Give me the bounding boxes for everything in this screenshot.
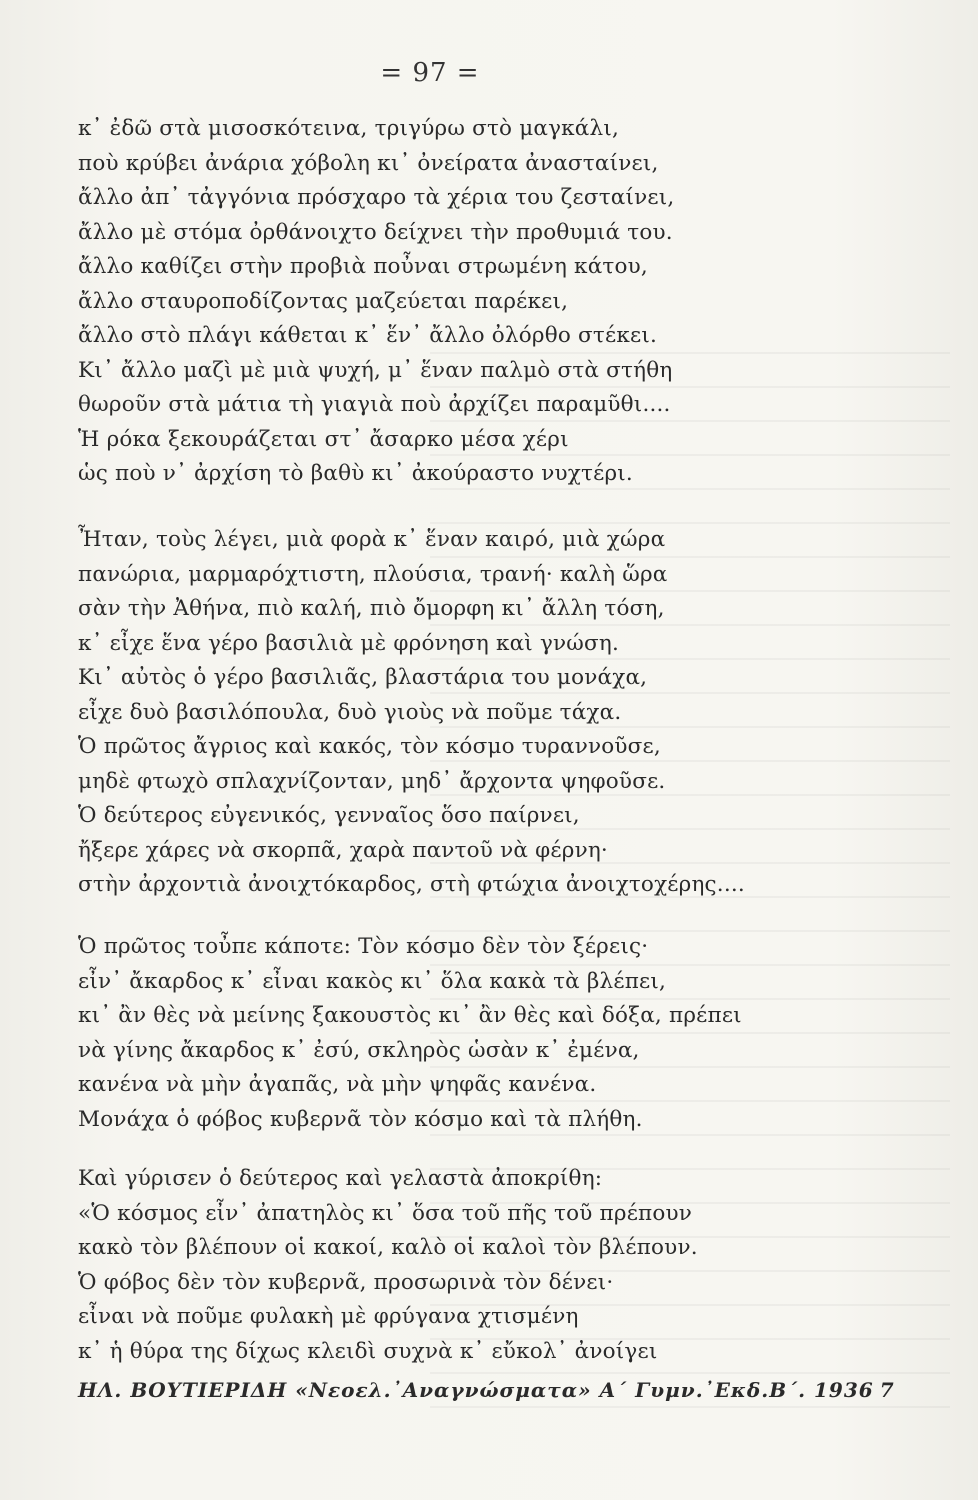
poem-line: θωροῦν στὰ μάτια τὴ γιαγιὰ ποὺ ἀρχίζει παραμῦθι....	[78, 392, 671, 417]
stanza-2	[78, 523, 858, 903]
poem-line: «Ὁ κόσμος εἶν᾿ ἀπατηλὸς κι᾿ ὅσα τοῦ πῆς τοῦ πρέπουν	[78, 1200, 693, 1226]
poem-line: ἤξερε χάρες νὰ σκορπᾶ, χαρὰ παντοῦ νὰ φέρνη·	[78, 837, 608, 863]
poem-line: μηδὲ φτωχὸ σπλαχνίζονταν, μηδ᾿ ἄρχοντα ψηφοῦσε.	[78, 768, 666, 794]
poem-line: ἄλλο καθίζει στὴν προβιὰ ποὖναι στρωμένη κάτου,	[78, 254, 648, 279]
poem-line: κ᾿ ἡ θύρα της δίχως κλειδὶ συχνὰ κ᾿ εὔκολ᾿ ἀνοίγει	[78, 1338, 658, 1364]
poem-line: κ᾿ εἶχε ἕνα γέρο βασιλιὰ μὲ φρόνηση καὶ γνώση.	[78, 630, 620, 656]
signature-number: 7	[879, 1378, 895, 1402]
poem-line: σὰν τὴν Ἀθήνα, πιὸ καλή, πιὸ ὄμορφη κι᾿ ἄλλη τόση,	[78, 596, 665, 621]
poem-line: εἶχε δυὸ βασιλόπουλα, δυὸ γιοὺς νὰ ποῦμε τάχα.	[78, 699, 622, 725]
footer-citation: ΗΛ. ΒΟΥΤΙΕΡΙΔΗ «Νεοελ.᾿Αναγνώσματα» Α΄ Γυμν.᾿Εκδ.Β΄. 1936	[78, 1378, 874, 1402]
stanza-4	[78, 1162, 858, 1369]
poem-line: στὴν ἀρχοντιὰ ἀνοιχτόκαρδος, στὴ φτώχια ἀνοιχτοχέρης....	[78, 872, 745, 897]
poem-line: Κι᾿ αὐτὸς ὁ γέρο βασιλιᾶς, βλαστάρια του μονάχα,	[78, 665, 648, 690]
poem-line: Ὁ πρῶτος τοὖπε κάποτε: Τὸν κόσμο δὲν τὸν ξέρεις·	[78, 934, 649, 959]
poem-line: κ᾿ ἐδῶ στὰ μισοσκότεινα, τριγύρω στὸ μαγκάλι,	[78, 116, 620, 141]
page-footer	[78, 1378, 895, 1402]
poem-line: Ἦταν, τοὺς λέγει, μιὰ φορὰ κ᾿ ἕναν καιρό, μιὰ χώρα	[78, 527, 666, 552]
poem-line: ἄλλο ἀπ᾿ τἀγγόνια πρόσχαρο τὰ χέρια του ζεσταίνει,	[78, 185, 675, 210]
poem-line: εἶναι νὰ ποῦμε φυλακὴ μὲ φρύγανα χτισμένη	[78, 1304, 579, 1329]
poem-line: Ὁ φόβος δὲν τὸν κυβερνᾶ, προσωρινὰ τὸν δένει·	[78, 1269, 614, 1295]
poem-line: εἶν᾿ ἄκαρδος κ᾿ εἶναι κακὸς κι᾿ ὅλα κακὰ τὰ βλέπει,	[78, 968, 667, 994]
poem-line: Ὁ πρῶτος ἄγριος καὶ κακός, τὸν κόσμο τυραννοῦσε,	[78, 734, 661, 759]
poem-line: Καὶ γύρισεν ὁ δεύτερος καὶ γελαστὰ ἀποκρίθη:	[78, 1166, 603, 1191]
poem-line: πανώρια, μαρμαρόχτιστη, πλούσια, τρανή· καλὴ ὥρα	[78, 561, 668, 587]
poem-line: Κι᾿ ἄλλο μαζὶ μὲ μιὰ ψυχή, μ᾿ ἕναν παλμὸ στὰ στήθη	[78, 357, 673, 383]
poem-line: κακὸ τὸν βλέπουν οἱ κακοί, καλὸ οἱ καλοὶ τὸν βλέπουν.	[78, 1235, 698, 1260]
poem-line: Μονάχα ὁ φόβος κυβερνᾶ τὸν κόσμο καὶ τὰ πλήθη.	[78, 1106, 643, 1132]
poem-line: ἄλλο μὲ στόμα ὀρθάνοιχτο δείχνει τὴν προθυμιά του.	[78, 219, 673, 245]
poem-line: Ὁ δεύτερος εὐγενικός, γενναῖος ὅσο παίρνει,	[78, 803, 580, 828]
poem-line: ποὺ κρύβει ἀνάρια χόβολη κι᾿ ὀνείρατα ἀνασταίνει,	[78, 150, 659, 176]
stanza-1	[78, 112, 858, 492]
poem-line: κανένα νὰ μὴν ἀγαπᾶς, νὰ μὴν ψηφᾶς κανένα.	[78, 1072, 597, 1097]
stanza-3	[78, 930, 858, 1137]
poem-line: ἄλλο σταυροποδίζοντας μαζεύεται παρέκει,	[78, 288, 569, 314]
page-number: = 97 =	[380, 58, 480, 88]
poem-line: Ἡ ρόκα ξεκουράζεται στ᾿ ἄσαρκο μέσα χέρι	[78, 426, 569, 452]
poem-line: ὡς ποὺ ν᾿ ἀρχίση τὸ βαθὺ κι᾿ ἀκούραστο νυχτέρι.	[78, 461, 633, 486]
poem-line: νὰ γίνης ἄκαρδος κ᾿ ἐσύ, σκληρὸς ὡσὰν κ᾿ ἐμένα,	[78, 1037, 640, 1063]
poem-line: ἄλλο στὸ πλάγι κάθεται κ᾿ ἕν᾿ ἄλλο ὀλόρθο στέκει.	[78, 323, 657, 348]
poem-line: κι᾿ ἂν θὲς νὰ μείνης ξακουστὸς κι᾿ ἂν θὲς καὶ δόξα, πρέπει	[78, 1003, 742, 1028]
